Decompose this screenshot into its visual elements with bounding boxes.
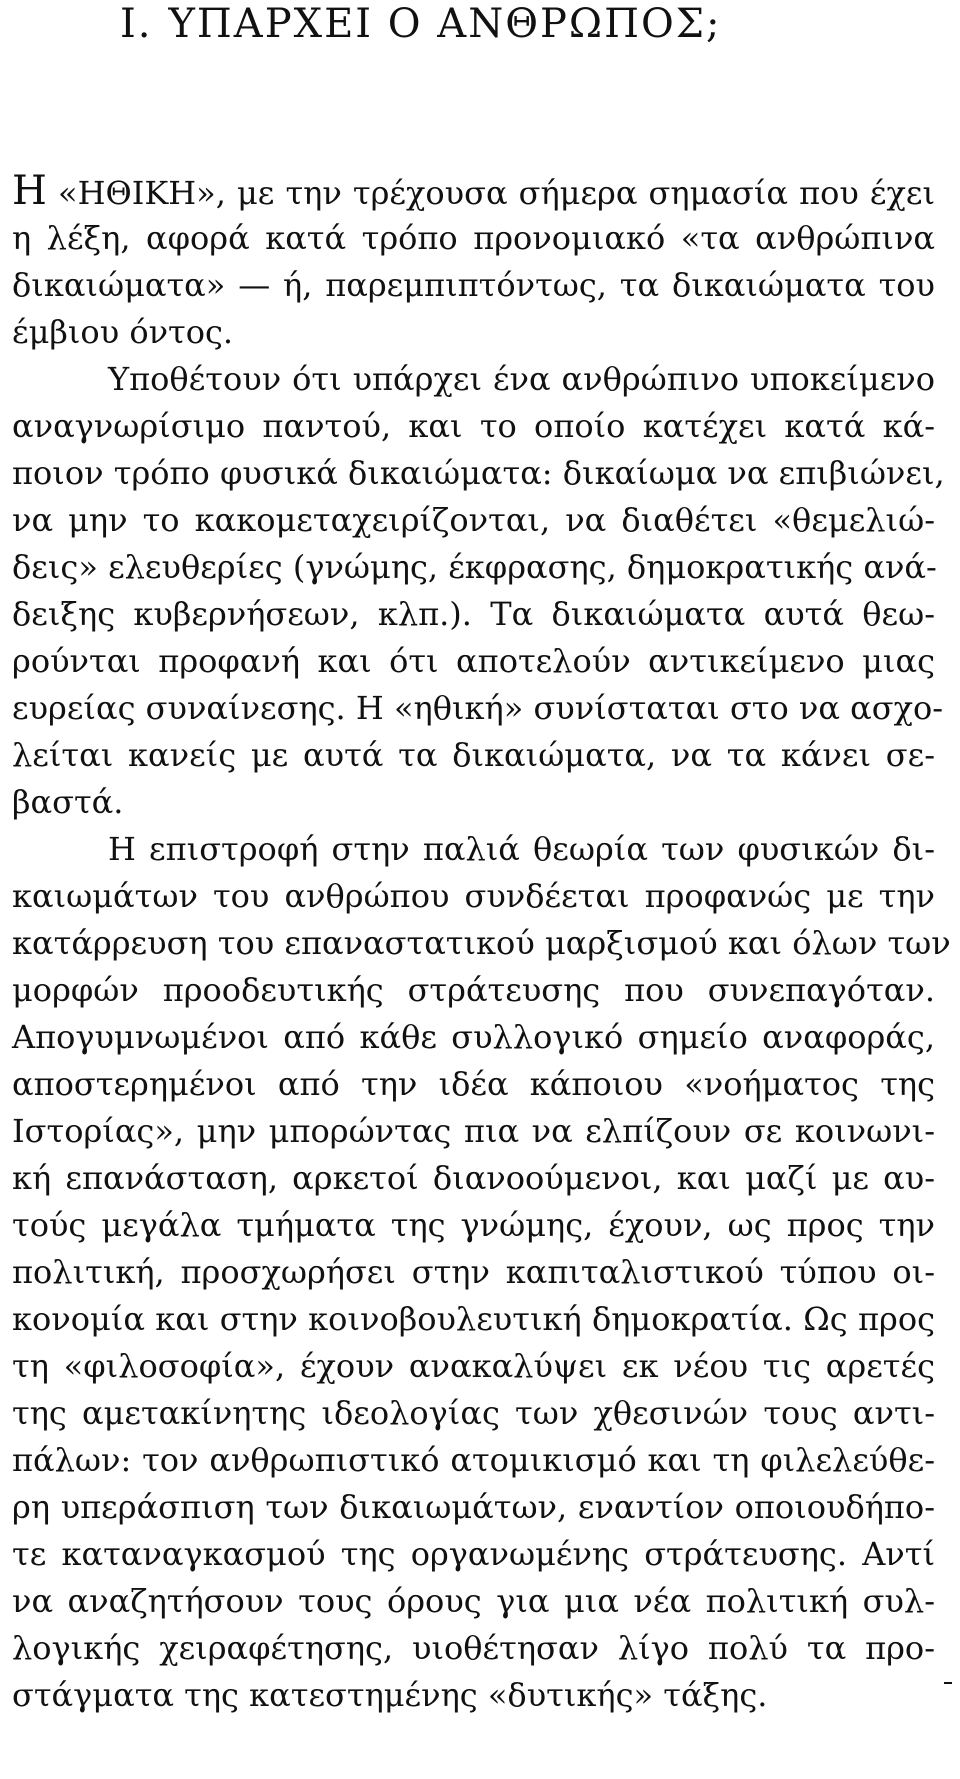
text-line: ποιον τρόπο φυσικά δικαιώματα: δικαίωμα να επιβιώνει,: [12, 454, 945, 492]
text-line: τούς μεγάλα τμήματα της γνώμης, έχουν, ως προς την: [12, 1206, 935, 1244]
text-line: Απογυμνωμένοι από κάθε συλλογικό σημείο αναφοράς,: [12, 1018, 935, 1056]
text-line: δικαιώματα» — ή, παρεμπιπτόντως, τα δικαιώματα του: [12, 266, 935, 304]
text-line: πολιτική, προσχωρήσει στην καπιταλιστικού τύπου οι-: [12, 1253, 935, 1291]
text-line: βαστά.: [12, 783, 124, 821]
chapter-body: [0, 168, 951, 1719]
drop-capital: Η: [12, 168, 47, 214]
chapter-heading: [120, 0, 840, 48]
text-line: τε καταναγκασμού της οργανωμένης στράτευσης. Αντί: [12, 1535, 935, 1573]
text-line: πάλων: τον ανθρωπιστικό ατομικισμό και τη φιλελεύθε-: [12, 1441, 935, 1479]
text-line: ευρείας συναίνεσης. Η «ηθική» συνίσταται στο να ασχο-: [12, 689, 944, 727]
text-line: να μην το κακομεταχειρίζονται, να διαθέτει «θεμελιώ-: [12, 501, 935, 539]
text-line: έμβιου όντος.: [12, 313, 234, 351]
text-line: Η επιστροφή στην παλιά θεωρία των φυσικών δι-: [108, 830, 935, 868]
text-line: κονομία και στην κοινοβουλευτική δημοκρατία. Ως προς: [12, 1300, 935, 1338]
text-line: ρη υπεράσπιση των δικαιωμάτων, εναντίον οποιουδήπο-: [12, 1488, 935, 1526]
chapter-title: ΥΠΑΡΧΕΙ Ο ΑΝΘΡΩΠΟΣ;: [168, 1, 722, 47]
text-line: αναγνωρίσιμο παντού, και το οποίο κατέχει κατά κά-: [12, 407, 935, 445]
text-line: Υποθέτουν ότι υπάρχει ένα ανθρώπινο υποκείμενο: [108, 360, 935, 398]
text-line: Ιστορίας», μην μπορώντας πια να ελπίζουν σε κοινωνι-: [12, 1112, 935, 1150]
text-line: λείται κανείς με αυτά τα δικαιώματα, να τα κάνει σε-: [12, 736, 935, 774]
text-line: Η «ΗΘΙΚΗ», με την τρέχουσα σήμερα σημασία που έχει: [12, 168, 935, 214]
text-line: κατάρρευση του επαναστατικού μαρξισμού και όλων των: [12, 924, 951, 962]
text-line: στάγματα της κατεστημένης «δυτικής» τάξης.: [12, 1676, 768, 1714]
text-line: να αναζητήσουν τους όρους για μια νέα πολιτική συλ-: [12, 1582, 935, 1620]
text-line: αποστερημένοι από την ιδέα κάποιου «νοήματος της: [12, 1065, 935, 1103]
text-line: τη «φιλοσοφία», έχουν ανακαλύψει εκ νέου τις αρετές: [12, 1347, 935, 1385]
text-line: ρούνται προφανή και ότι αποτελούν αντικείμενο μιας: [12, 642, 935, 680]
text-line: της αμετακίνητης ιδεολογίας των χθεσινών τους αντι-: [12, 1394, 935, 1432]
text-line: η λέξη, αφορά κατά τρόπο προνομιακό «τα ανθρώπινα: [12, 219, 935, 257]
text-line: κή επανάσταση, αρκετοί διανοούμενοι, και μαζί με αυ-: [12, 1159, 935, 1197]
chapter-number: I.: [120, 1, 153, 47]
text-line: δεις» ελευθερίες (γνώμης, έκφρασης, δημοκρατικής ανά-: [12, 548, 937, 586]
text-line: μορφών προοδευτικής στράτευσης που συνεπαγόταν.: [12, 971, 935, 1009]
text-line: δειξης κυβερνήσεων, κλπ.). Τα δικαιώματα αυτά θεω-: [12, 595, 935, 633]
text-line: λογικής χειραφέτησης, υιοθέτησαν λίγο πολύ τα προ-: [12, 1629, 935, 1667]
text-line: καιωμάτων του ανθρώπου συνδέεται προφανώς με την: [12, 877, 935, 915]
margin-mark: [944, 1682, 952, 1684]
